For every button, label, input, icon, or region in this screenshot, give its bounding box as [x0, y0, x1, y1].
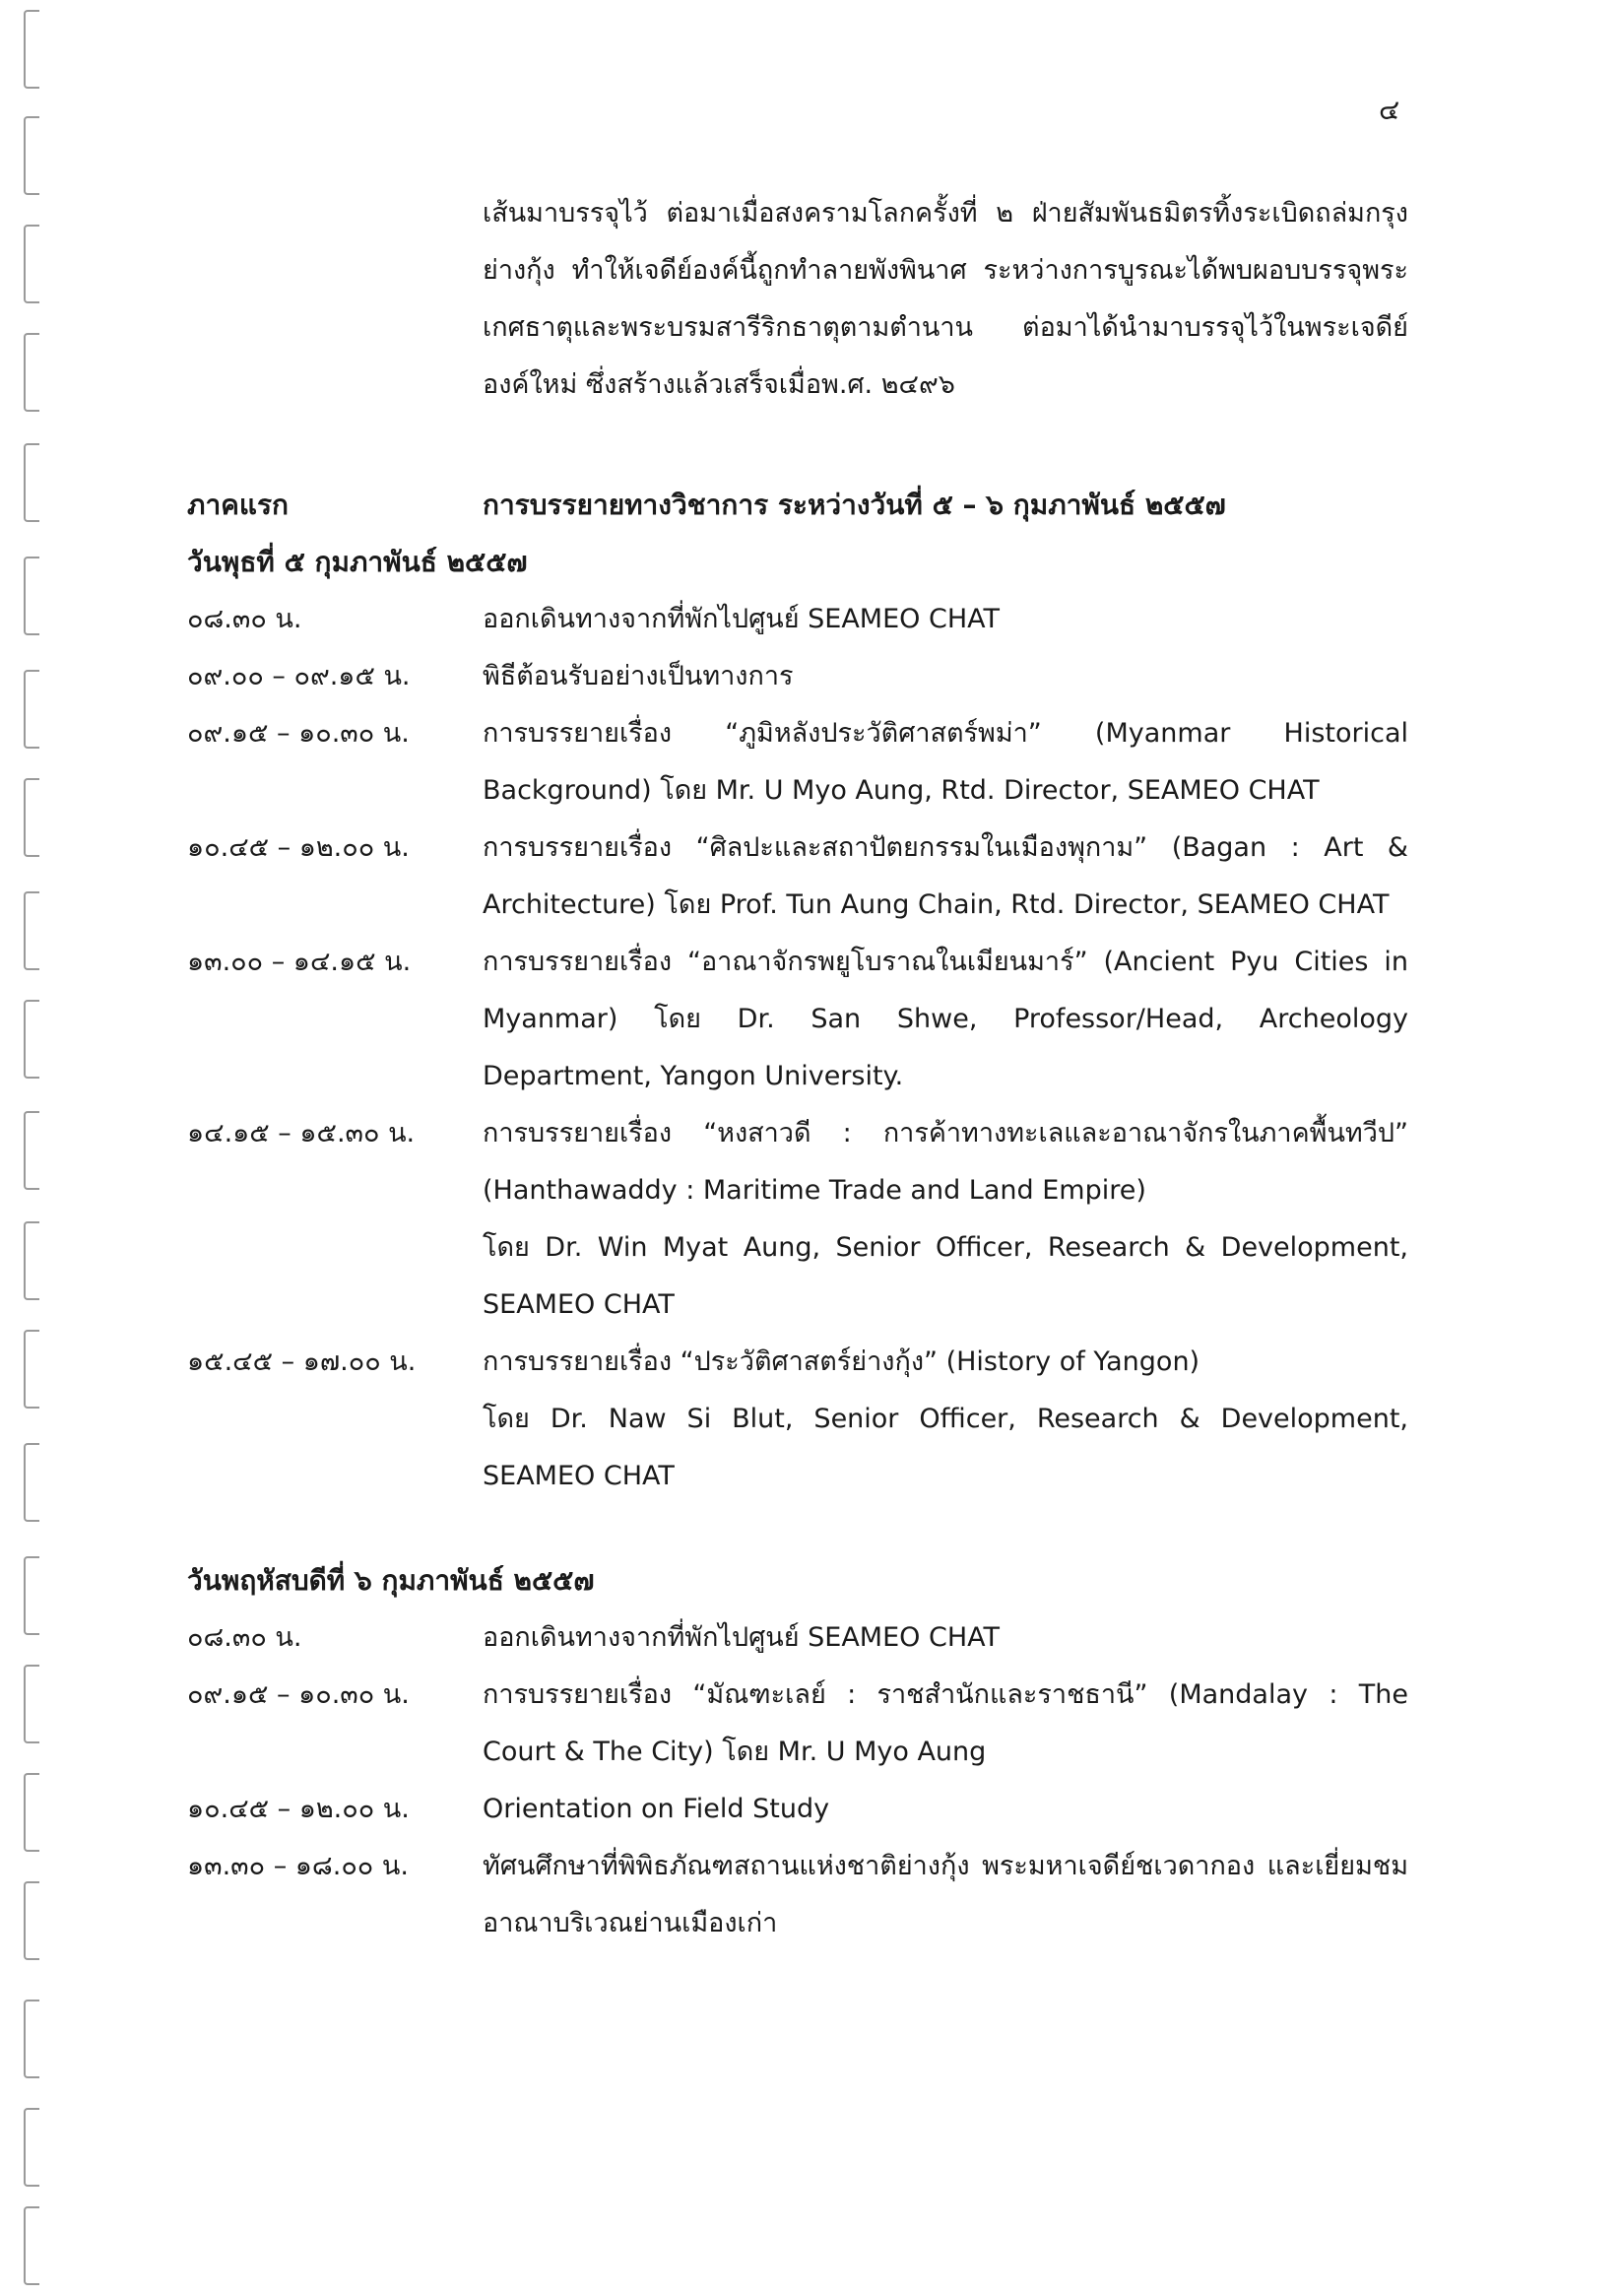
binding-hole: [24, 333, 39, 412]
schedule-desc: การบรรยายเรื่อง “อาณาจักรพยูโบราณในเมียนมาร์” (Ancient Pyu Cities in Myanmar) โดย Dr. San Shwe, Professor/Head, Archeology Department, Yangon University.: [483, 947, 1408, 1091]
schedule-desc-line: การบรรยายเรื่อง “ประวัติศาสตร์ย่างกุ้ง” (History of Yangon): [483, 1346, 1200, 1377]
binding-hole: [24, 1881, 39, 1960]
binding-hole: [24, 225, 39, 303]
binding-hole: [24, 1773, 39, 1852]
day2-heading: วันพฤหัสบดีที่ ๖ กุมภาพันธ์ ๒๕๕๗: [187, 1564, 595, 1597]
binding-hole: [24, 778, 39, 857]
day1-heading: วันพุธที่ ๕ กุมภาพันธ์ ๒๕๕๗: [187, 546, 528, 578]
binding-hole: [24, 2000, 39, 2078]
binding-hole: [24, 2206, 39, 2285]
schedule-desc: ทัศนศึกษาที่พิพิธภัณฑสถานแห่งชาติย่างกุ้ง พระมหาเจดีย์ชเวดากอง และเยี่ยมชมอาณาบริเวณย่านเมืองเก่า: [483, 1851, 1408, 1938]
binding-hole: [24, 1000, 39, 1079]
binding-hole: [24, 2108, 39, 2187]
schedule-desc: พิธีต้อนรับอย่างเป็นทางการ: [483, 661, 794, 691]
schedule-desc: Orientation on Field Study: [483, 1794, 830, 1824]
binding-hole: [24, 1556, 39, 1635]
schedule-time: ๑๐.๔๕ – ๑๒.๐๐ น.: [187, 832, 410, 863]
schedule-desc: [483, 1105, 1408, 1334]
binding-hole: [24, 443, 39, 522]
schedule-time: ๐๘.๓๐ น.: [187, 604, 302, 634]
binding-hole: [24, 1111, 39, 1190]
schedule-desc: [483, 1334, 1408, 1505]
binding-hole: [24, 1665, 39, 1743]
binding-hole: [24, 1443, 39, 1522]
schedule-desc: การบรรยายเรื่อง “ภูมิหลังประวัติศาสตร์พม่า” (Myanmar Historical Background) โดย Mr. U Myo Aung, Rtd. Director, SEAMEO CHAT: [483, 718, 1408, 806]
schedule-desc-line: โดย Dr. Win Myat Aung, Senior Officer, Research & Development, SEAMEO CHAT: [483, 1232, 1408, 1320]
schedule-time: ๑๔.๑๕ – ๑๕.๓๐ น.: [187, 1118, 416, 1148]
part-label: ภาคแรก: [187, 489, 289, 521]
binding-hole: [24, 1330, 39, 1409]
intro-paragraph: [483, 185, 1408, 414]
schedule-time: ๑๐.๔๕ – ๑๒.๐๐ น.: [187, 1794, 410, 1824]
binding-hole: [24, 116, 39, 195]
schedule-time: ๑๓.๓๐ – ๑๘.๐๐ น.: [187, 1851, 409, 1881]
schedule-time: ๐๙.๑๕ – ๑๐.๓๐ น.: [187, 718, 410, 749]
intro-text: เส้นมาบรรจุไว้ ต่อมาเมื่อสงครามโลกครั้งที่ ๒ ฝ่ายสัมพันธมิตรทิ้งระเบิดถล่มกรุงย่างกุ้ง ทำให้เจดีย์องค์นี้ถูกทำลายพังพินาศ ระหว่างการบูรณะได้พบผอบบรรจุพระเกศธาตุและพระบรมสารีริกธาตุตามตำนาน ต่อมาได้นำมาบรรจุไว้ในพระเจดีย์องค์ใหม่ ซึ่งสร้างแล้วเสร็จเมื่อพ.ศ. ๒๔๙๖: [483, 198, 1408, 400]
part-title: การบรรยายทางวิชาการ ระหว่างวันที่ ๕ – ๖ กุมภาพันธ์ ๒๕๕๗: [483, 489, 1226, 521]
binding-hole: [24, 891, 39, 970]
binding-hole: [24, 557, 39, 635]
binding-hole: [24, 10, 39, 89]
schedule-desc-line: การบรรยายเรื่อง “หงสาวดี : การค้าทางทะเลและอาณาจักรในภาคพื้นทวีป” (Hanthawaddy : Maritime Trade and Land Empire): [483, 1118, 1408, 1206]
schedule-desc: การบรรยายเรื่อง “มัณฑะเลย์ : ราชสำนักและราชธานี” (Mandalay : The Court & The City) โดย Mr. U Myo Aung: [483, 1679, 1408, 1767]
schedule-desc-line: โดย Dr. Naw Si Blut, Senior Officer, Research & Development, SEAMEO CHAT: [483, 1404, 1408, 1491]
binding-hole: [24, 670, 39, 749]
schedule-desc: การบรรยายเรื่อง “ศิลปะและสถาปัตยกรรมในเมืองพุกาม” (Bagan : Art & Architecture) โดย Prof. Tun Aung Chain, Rtd. Director, SEAMEO CHAT: [483, 832, 1408, 920]
schedule-time: ๐๙.๑๕ – ๑๐.๓๐ น.: [187, 1679, 410, 1710]
page-number: ๔: [1379, 94, 1400, 126]
schedule-time: ๑๓.๐๐ – ๑๔.๑๕ น.: [187, 947, 412, 977]
schedule-desc: ออกเดินทางจากที่พักไปศูนย์ SEAMEO CHAT: [483, 604, 1001, 634]
schedule-desc: ออกเดินทางจากที่พักไปศูนย์ SEAMEO CHAT: [483, 1622, 1001, 1653]
schedule-time: ๑๕.๔๕ – ๑๗.๐๐ น.: [187, 1346, 417, 1377]
schedule-time: ๐๘.๓๐ น.: [187, 1622, 302, 1653]
schedule-time: ๐๙.๐๐ – ๐๙.๑๕ น.: [187, 661, 411, 691]
binding-hole: [24, 1221, 39, 1300]
